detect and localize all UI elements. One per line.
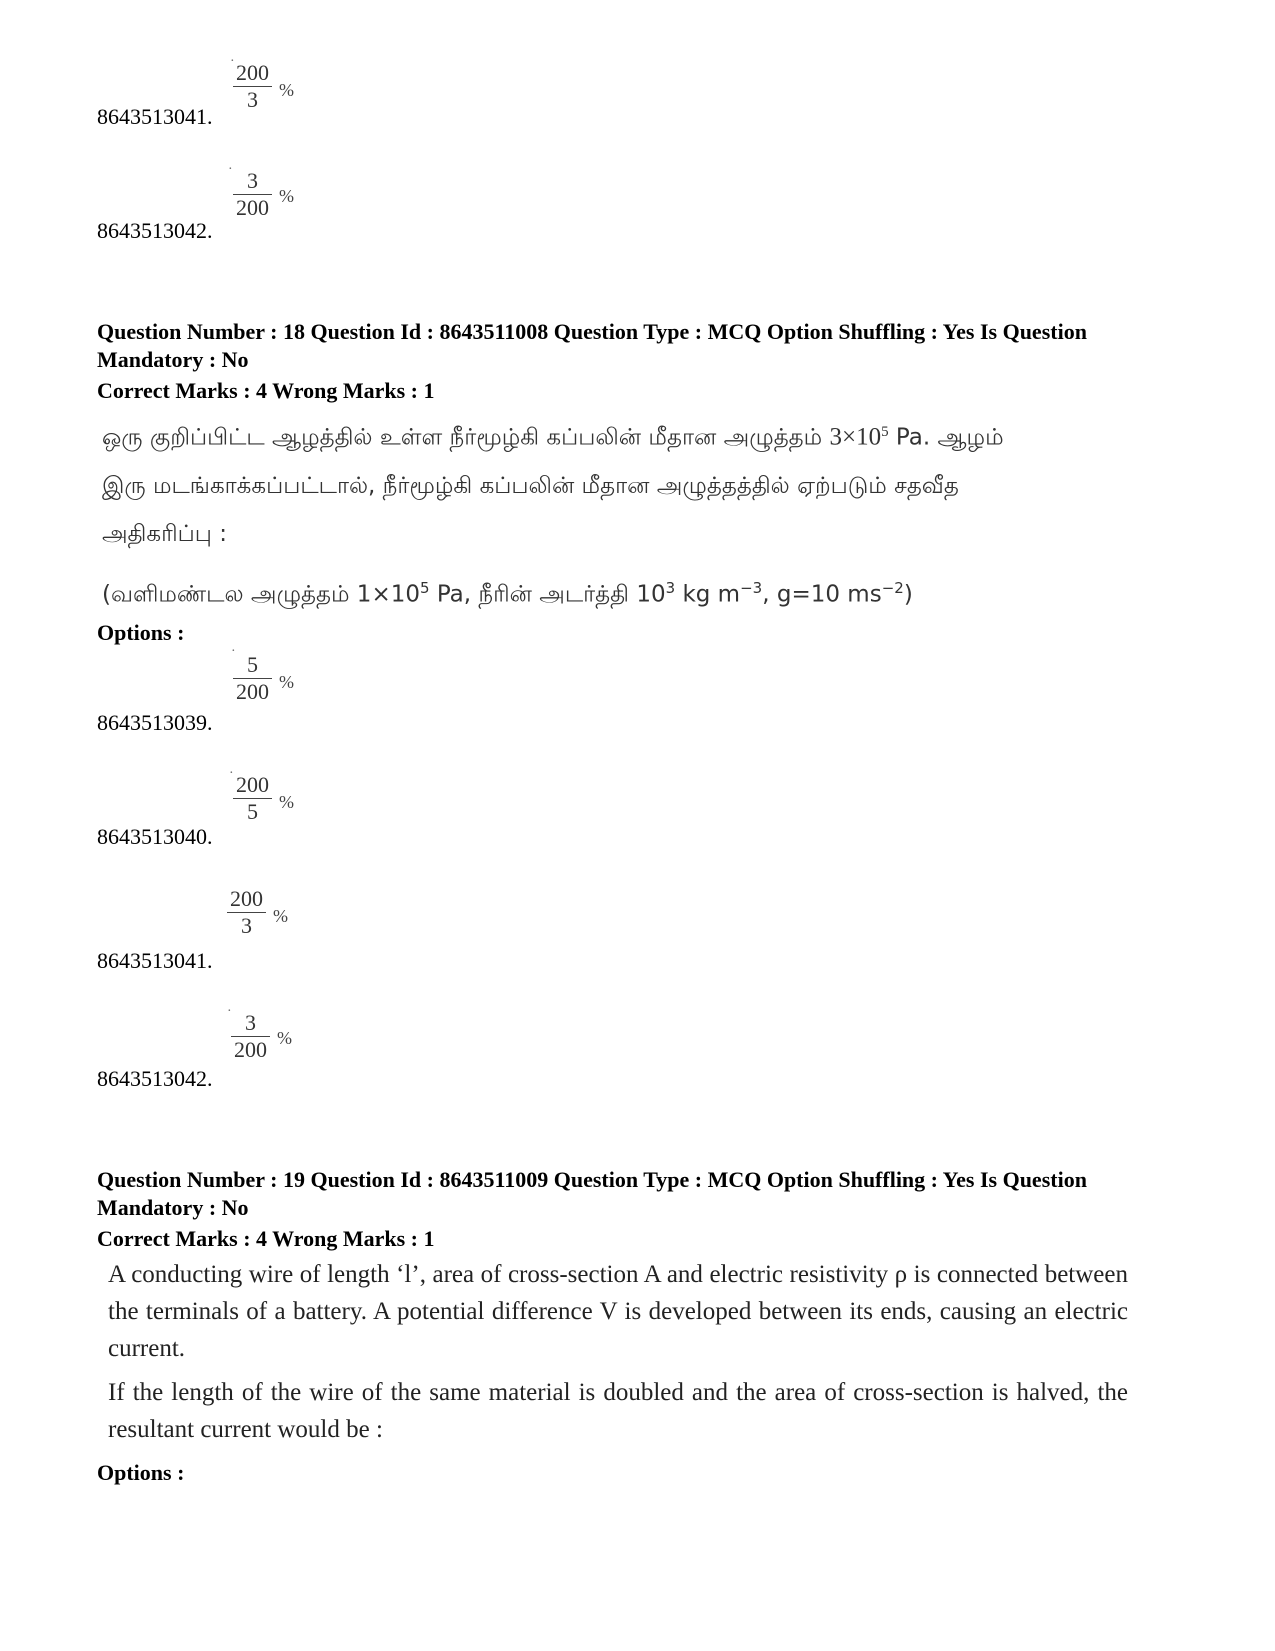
option-id: 8643513039. [97,710,213,735]
option-marker: · [229,766,234,781]
question-header: Question Number : 19 Question Id : 8643511009 Question Type : MCQ Option Shuffling : Yes Is Question Mandatory : No [97,1167,1087,1220]
option-fraction: 3 200 [231,1010,270,1064]
given-values: (வளிமண்டல அழுத்தம் $1\times 10^5$ Pa, நீரின் அடர்த்தி $10^3$ kg $m^{-3}$, g=10 $ms^{-2}$) [102,578,913,608]
question-text-line: இரு மடங்காக்கப்பட்டால், நீர்மூழ்கி கப்பலின் மீதான அழுத்தத்தில் ஏற்படும் சதவீத [102,472,959,499]
option-marker: · [227,1004,232,1019]
options-label: Options : [97,1460,185,1485]
percent-sign: % [277,1028,292,1048]
option-fraction: 200 3 [227,886,266,940]
percent-sign: % [273,906,288,926]
option-marker: · [231,644,236,659]
option-id: 8643513042. [97,218,213,243]
percent-sign: % [279,672,294,692]
option-id: 8643513041. [97,948,213,973]
percent-sign: % [279,80,294,100]
option-fraction: 5 200 [233,652,272,706]
option-id: 8643513042. [97,1066,213,1091]
options-label: Options : [97,620,185,645]
option-fraction: 200 3 [233,60,272,114]
option-id: 8643513041. [97,104,213,129]
question-text-line: ஒரு குறிப்பிட்ட ஆழத்தில் உள்ள நீர்மூழ்கி கப்பலின் மீதான அழுத்தம் $3\times 10^5$ Pa. ஆழம் [102,423,1004,451]
question-text [102,408,1132,618]
question-marks: Correct Marks : 4 Wrong Marks : 1 [97,378,435,403]
question-header: Question Number : 18 Question Id : 8643511008 Question Type : MCQ Option Shuffling : Yes Is Question Mandatory : No [97,319,1087,372]
percent-sign: % [279,186,294,206]
question-text-line: அதிகரிப்பு : [102,520,227,547]
option-fraction: 3 200 [233,168,272,222]
question-text: A conducting wire of length ‘l’, area of cross-section A and electric resistivity ρ is connected between the terminals of a battery. A potential difference V is developed between its ends, causing an electric current. [108,1261,1128,1362]
percent-sign: % [279,792,294,812]
question-marks: Correct Marks : 4 Wrong Marks : 1 [97,1226,435,1251]
option-marker: · [230,54,235,69]
option-marker: · [228,162,233,177]
option-id: 8643513040. [97,824,213,849]
question-text: If the length of the wire of the same material is doubled and the area of cross-section is halved, the resultant current would be : [108,1379,1128,1443]
option-fraction: 200 5 [233,772,272,826]
